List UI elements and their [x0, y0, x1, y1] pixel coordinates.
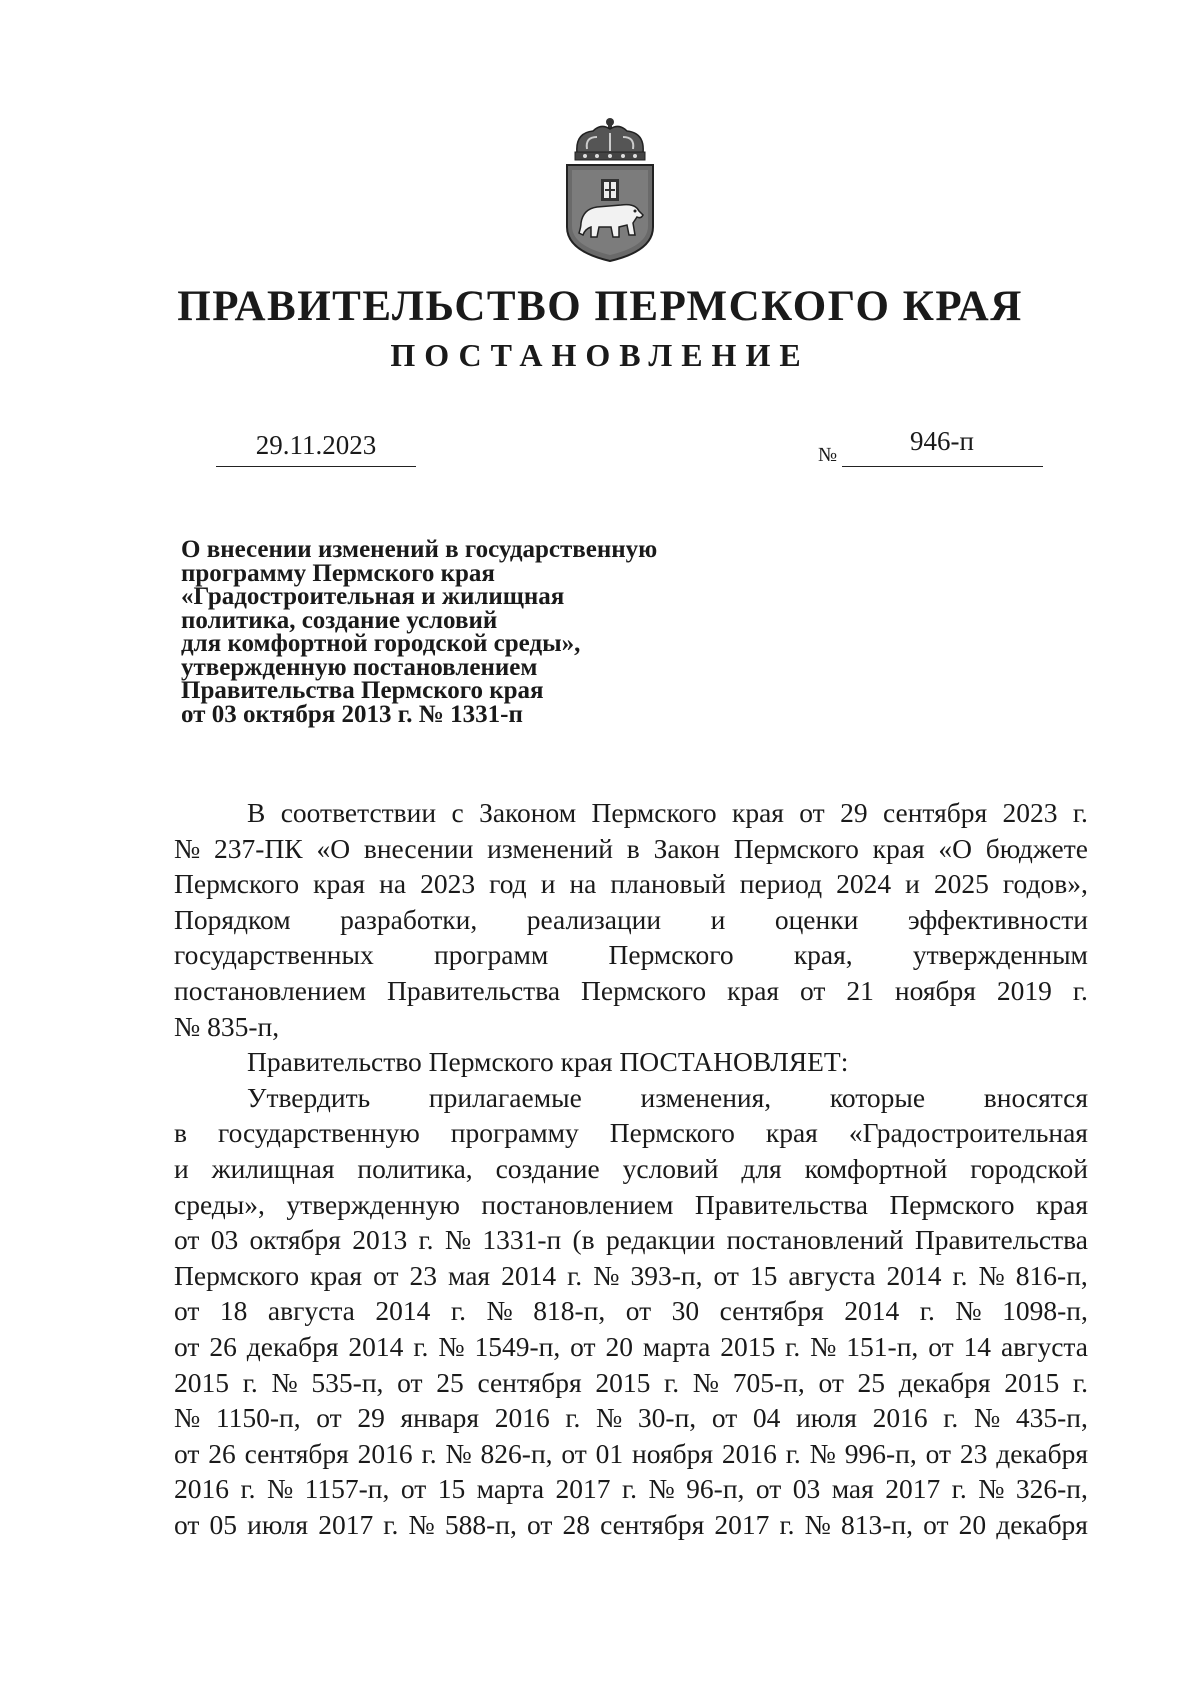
body-word: №: [266, 1473, 294, 1505]
subject-line: утвержденную постановлением: [181, 653, 538, 681]
body-word: В: [247, 797, 266, 828]
body-word: октября: [249, 1224, 341, 1256]
subject-line: политика, создание условий: [181, 606, 498, 634]
body-word: г.: [413, 1330, 429, 1362]
body-word: 30: [671, 1295, 700, 1327]
body-word: на: [569, 868, 597, 900]
body-word: января: [400, 1402, 480, 1434]
body-word: г.: [1072, 797, 1088, 828]
body-word: 29: [840, 797, 868, 828]
body-word: в: [174, 1117, 187, 1149]
body-word: среды»,: [174, 1188, 265, 1220]
body-word: в: [626, 832, 640, 864]
body-word: от: [561, 1437, 587, 1469]
body-word: 96-п,: [686, 1473, 745, 1505]
body-word: августа: [267, 1295, 355, 1327]
body-word: №: [648, 1473, 675, 1505]
body-word: 15: [749, 1259, 778, 1291]
body-word: №: [978, 1473, 1005, 1505]
body-word: 05: [209, 1508, 238, 1540]
body-word: г.: [943, 1402, 959, 1434]
body-word: №: [593, 1259, 620, 1291]
body-word: №: [973, 1402, 1001, 1434]
body-word: 14: [963, 1330, 992, 1362]
body-word: «Градостроительная: [848, 1117, 1088, 1149]
body-word: Пермского: [581, 974, 707, 1006]
body-word: г.: [242, 1366, 258, 1398]
body-word: 2013: [352, 1224, 408, 1256]
body-word: 535-п,: [311, 1366, 384, 1398]
document-type: ПОСТАНОВЛЕНИЕ: [390, 337, 810, 373]
body-line: № 835-п,: [174, 1010, 280, 1042]
body-word: городской: [970, 1152, 1088, 1184]
body-word: 18: [219, 1295, 248, 1327]
body-word: г.: [621, 1473, 638, 1505]
body-word: 04: [752, 1402, 781, 1434]
body-word: №: [271, 1366, 298, 1398]
body-word: 2023: [1002, 797, 1058, 828]
body-word: «О: [316, 832, 351, 864]
body-word: изменения,: [640, 1081, 772, 1113]
body-word: прилагаемые: [428, 1081, 582, 1113]
subject-line: Правительства Пермского края: [181, 677, 544, 704]
body-word: №: [955, 1295, 982, 1327]
body-line: [174, 831, 1088, 867]
body-word: разработки,: [340, 903, 478, 935]
body-word: мая: [448, 1259, 491, 1291]
body-word: Правительства: [914, 1224, 1088, 1256]
body-word: и: [710, 903, 726, 935]
body-word: 705-п,: [732, 1366, 805, 1398]
body-word: Пермского: [591, 797, 717, 828]
body-word: внесении: [363, 832, 474, 864]
body-word: комфортной: [804, 1152, 948, 1184]
body-word: декабря: [996, 1437, 1088, 1469]
document-body: [174, 795, 1088, 1542]
body-word: 26: [209, 1330, 237, 1362]
body-word: 2014: [844, 1295, 900, 1327]
body-word: сентября: [882, 797, 988, 828]
body-word: 2015: [595, 1366, 651, 1398]
body-word: 1331-п: [482, 1224, 562, 1256]
body-word: условий: [622, 1152, 719, 1184]
body-word: 20: [958, 1508, 987, 1540]
body-word: 2017: [555, 1473, 611, 1505]
body-word: ноября: [632, 1437, 714, 1469]
body-word: 2014: [886, 1259, 942, 1291]
body-word: которые: [829, 1081, 926, 1113]
date-underline: [216, 466, 416, 467]
body-word: политика,: [357, 1152, 473, 1184]
body-word: постановлением: [481, 1188, 674, 1220]
body-word: 2017: [318, 1508, 374, 1540]
body-word: Порядком: [174, 903, 291, 935]
body-word: оценки: [774, 903, 859, 935]
body-word: 816-п,: [1015, 1259, 1088, 1291]
body-word: от: [397, 1366, 423, 1398]
body-word: 28: [562, 1508, 590, 1540]
body-word: 393-п,: [630, 1259, 703, 1291]
body-line: [174, 1507, 1088, 1543]
body-word: края: [731, 797, 784, 828]
body-word: от: [373, 1259, 399, 1291]
body-word: №: [804, 1508, 831, 1540]
body-word: г.: [240, 1473, 256, 1505]
body-line: [174, 1436, 1088, 1472]
body-word: г.: [1072, 1366, 1088, 1398]
body-word: 2016: [872, 1402, 928, 1434]
body-word: 03: [210, 1224, 239, 1256]
body-word: год: [489, 868, 527, 900]
body-line: [174, 1258, 1088, 1294]
body-word: декабря: [996, 1508, 1088, 1540]
body-word: и: [905, 868, 920, 900]
body-word: г.: [1072, 974, 1088, 1006]
body-word: г.: [664, 1366, 680, 1398]
body-word: 20: [605, 1330, 633, 1362]
body-word: №: [438, 1330, 465, 1362]
subject-line: от 03 октября 2013 г. № 1331-п: [181, 700, 523, 728]
body-word: государственных: [174, 939, 374, 971]
body-word: от: [526, 1508, 553, 1540]
body-word: период: [739, 868, 823, 900]
body-word: 2016: [174, 1473, 229, 1505]
body-word: 1549-п,: [474, 1330, 561, 1362]
body-word: от: [799, 797, 825, 828]
body-line: [174, 1365, 1088, 1401]
body-word: 03: [792, 1473, 821, 1505]
body-word: от: [818, 1366, 844, 1398]
body-word: 826-п,: [480, 1437, 553, 1469]
body-word: №: [692, 1366, 720, 1398]
body-word: г.: [951, 1473, 967, 1505]
body-word: «О: [938, 832, 972, 864]
body-word: №: [445, 1437, 472, 1469]
body-word: 01: [595, 1437, 624, 1469]
body-word: государственную: [217, 1117, 420, 1149]
body-word: 2014: [348, 1330, 404, 1362]
body-word: 2016: [357, 1437, 413, 1469]
body-word: жилищная: [211, 1152, 335, 1184]
body-line: [174, 1080, 1088, 1116]
body-word: на: [379, 868, 407, 900]
body-word: ноября: [894, 974, 976, 1006]
body-word: 30-п,: [637, 1402, 697, 1434]
body-word: и: [174, 1152, 189, 1184]
body-word: 2014: [375, 1295, 431, 1327]
body-word: сентября: [719, 1295, 824, 1327]
body-word: 813-п,: [840, 1508, 913, 1540]
body-word: 2014: [501, 1259, 557, 1291]
body-word: №: [810, 1330, 837, 1362]
body-word: от: [755, 1473, 782, 1505]
body-word: вносятся: [983, 1081, 1088, 1113]
body-word: декабря: [246, 1330, 339, 1362]
body-word: г.: [779, 1508, 795, 1540]
body-word: 996-п,: [844, 1437, 917, 1469]
body-word: 21: [846, 974, 874, 1006]
body-word: Правительства: [694, 1188, 868, 1220]
body-word: №: [444, 1224, 472, 1256]
body-word: соответствии: [280, 797, 437, 828]
body-word: №: [486, 1295, 513, 1327]
body-word: с: [451, 797, 464, 828]
body-word: №: [174, 832, 201, 864]
body-line: [174, 1400, 1088, 1436]
body-word: программу: [450, 1117, 579, 1149]
subject-line: О внесении изменений в государственную: [181, 536, 658, 563]
body-word: края: [310, 1259, 363, 1291]
body-word: края: [765, 1117, 818, 1149]
body-word: эффективности: [907, 903, 1088, 935]
body-word: июля: [796, 1402, 857, 1434]
body-word: г.: [418, 1224, 434, 1256]
subject-line: программу Пермского края: [181, 559, 495, 587]
body-word: Пермского: [733, 832, 859, 864]
body-word: г.: [450, 1295, 466, 1327]
body-word: июля: [247, 1508, 309, 1540]
document-subject: [181, 538, 741, 726]
subject-line: «Градостроительная и жилищная: [181, 583, 565, 610]
body-word: Пермского: [889, 1188, 1015, 1220]
body-word: от: [174, 1437, 200, 1469]
body-word: г.: [919, 1295, 935, 1327]
body-word: сентября: [244, 1437, 349, 1469]
body-word: реализации: [526, 903, 662, 935]
body-word: мая: [831, 1473, 874, 1505]
body-word: 588-п,: [444, 1508, 517, 1540]
body-line: [174, 795, 1088, 831]
body-word: Пермского: [174, 1259, 300, 1291]
body-word: 2016: [494, 1402, 550, 1434]
body-word: утвержденным: [912, 939, 1088, 971]
body-word: 2015: [174, 1366, 229, 1398]
body-word: постановлений: [726, 1224, 904, 1256]
body-word: г.: [785, 1330, 801, 1362]
body-word: от: [174, 1224, 200, 1256]
body-word: 818-п,: [533, 1295, 606, 1327]
body-word: 2024: [836, 868, 892, 900]
body-line: Правительство Пермского края ПОСТАНОВЛЯЕТ:: [247, 1046, 849, 1078]
body-word: от: [711, 1402, 738, 1434]
body-word: Законом: [479, 797, 577, 828]
body-word: г.: [567, 1259, 583, 1291]
body-line: [174, 1471, 1088, 1507]
body-word: №: [596, 1402, 623, 1434]
body-word: августа: [788, 1259, 876, 1291]
body-word: (в: [572, 1224, 595, 1256]
body-word: 25: [857, 1366, 886, 1398]
body-word: утвержденную: [286, 1188, 460, 1220]
body-word: Пермского: [608, 939, 734, 971]
body-word: 2017: [885, 1473, 941, 1505]
body-word: 1150-п,: [215, 1402, 301, 1434]
number-underline: [842, 466, 1043, 467]
body-word: №: [408, 1508, 435, 1540]
body-word: плановый: [610, 868, 726, 900]
body-word: 151-п,: [846, 1330, 919, 1362]
body-word: от: [923, 1508, 949, 1540]
body-word: г.: [565, 1402, 581, 1434]
body-word: 1157-п,: [304, 1473, 390, 1505]
body-word: 2015: [720, 1330, 776, 1362]
body-line: [174, 973, 1088, 1009]
body-word: 23: [959, 1437, 988, 1469]
body-word: от: [800, 974, 826, 1006]
body-word: марта: [476, 1473, 545, 1505]
body-line: [174, 866, 1088, 902]
body-line: [174, 1329, 1088, 1365]
body-word: 25: [436, 1366, 464, 1398]
body-line: [174, 937, 1088, 973]
body-word: г.: [785, 1437, 801, 1469]
body-word: 2016: [721, 1437, 777, 1469]
body-word: 1098-п,: [1002, 1295, 1088, 1327]
body-word: годов»,: [1002, 868, 1088, 900]
body-word: и: [540, 868, 556, 900]
subject-line: для комфортной городской среды»,: [181, 630, 581, 657]
body-word: программ: [434, 939, 549, 971]
body-word: от: [174, 1330, 200, 1362]
body-word: постановлением: [174, 974, 366, 1006]
coat-of-arms-icon: [563, 115, 657, 263]
body-word: Закон: [653, 832, 720, 864]
body-word: Пермского: [174, 868, 300, 900]
body-word: для: [741, 1152, 782, 1184]
body-word: от: [174, 1508, 200, 1540]
body-line: [174, 1293, 1088, 1329]
number-sign: №: [818, 444, 838, 466]
body-word: края: [1036, 1188, 1088, 1220]
organization-title: ПРАВИТЕЛЬСТВО ПЕРМСКОГО КРАЯ: [177, 283, 1023, 330]
body-word: декабря: [898, 1366, 991, 1398]
body-word: изменений: [487, 832, 613, 864]
body-word: от: [713, 1259, 739, 1291]
document-number: 946-п: [910, 426, 974, 456]
body-line: [174, 1222, 1088, 1258]
body-word: 2023: [420, 868, 476, 900]
document-date: 29.11.2023: [255, 430, 377, 460]
body-word: августа: [1000, 1330, 1088, 1362]
body-word: сентября: [477, 1366, 582, 1398]
body-line: [174, 1187, 1088, 1223]
body-word: края: [872, 832, 925, 864]
body-word: сентября: [600, 1508, 705, 1540]
body-word: 2017: [714, 1508, 770, 1540]
body-word: края,: [793, 939, 853, 971]
body-word: 237-ПК: [214, 832, 303, 864]
body-word: Пермского: [609, 1117, 735, 1149]
body-word: редакции: [605, 1224, 716, 1256]
body-word: от: [400, 1473, 427, 1505]
body-word: Утвердить: [247, 1081, 371, 1113]
body-word: создание: [495, 1152, 600, 1184]
body-word: 326-п,: [1015, 1473, 1088, 1505]
body-word: от: [174, 1295, 200, 1327]
body-line: [174, 1151, 1088, 1187]
body-word: г.: [952, 1259, 968, 1291]
body-line: [174, 902, 1088, 938]
body-word: 2019: [996, 974, 1052, 1006]
body-word: г.: [383, 1508, 399, 1540]
body-word: 29: [357, 1402, 385, 1434]
body-line: [174, 1115, 1088, 1151]
body-word: 23: [409, 1259, 437, 1291]
body-word: 2025: [933, 868, 989, 900]
body-word: 26: [208, 1437, 236, 1469]
body-word: от: [928, 1330, 954, 1362]
body-word: марта: [642, 1330, 711, 1362]
body-word: края: [313, 868, 366, 900]
body-word: бюджете: [985, 832, 1088, 864]
body-word: г.: [421, 1437, 437, 1469]
body-word: №: [174, 1402, 201, 1434]
body-word: 435-п,: [1015, 1402, 1088, 1434]
body-word: от: [316, 1402, 342, 1434]
body-word: края: [727, 974, 780, 1006]
body-word: 2015: [1004, 1366, 1060, 1398]
body-word: №: [809, 1437, 836, 1469]
body-word: от: [625, 1295, 652, 1327]
body-word: от: [570, 1330, 596, 1362]
body-word: Правительства: [386, 974, 561, 1006]
body-word: от: [925, 1437, 952, 1469]
body-word: 15: [437, 1473, 466, 1505]
body-word: №: [978, 1259, 1005, 1291]
